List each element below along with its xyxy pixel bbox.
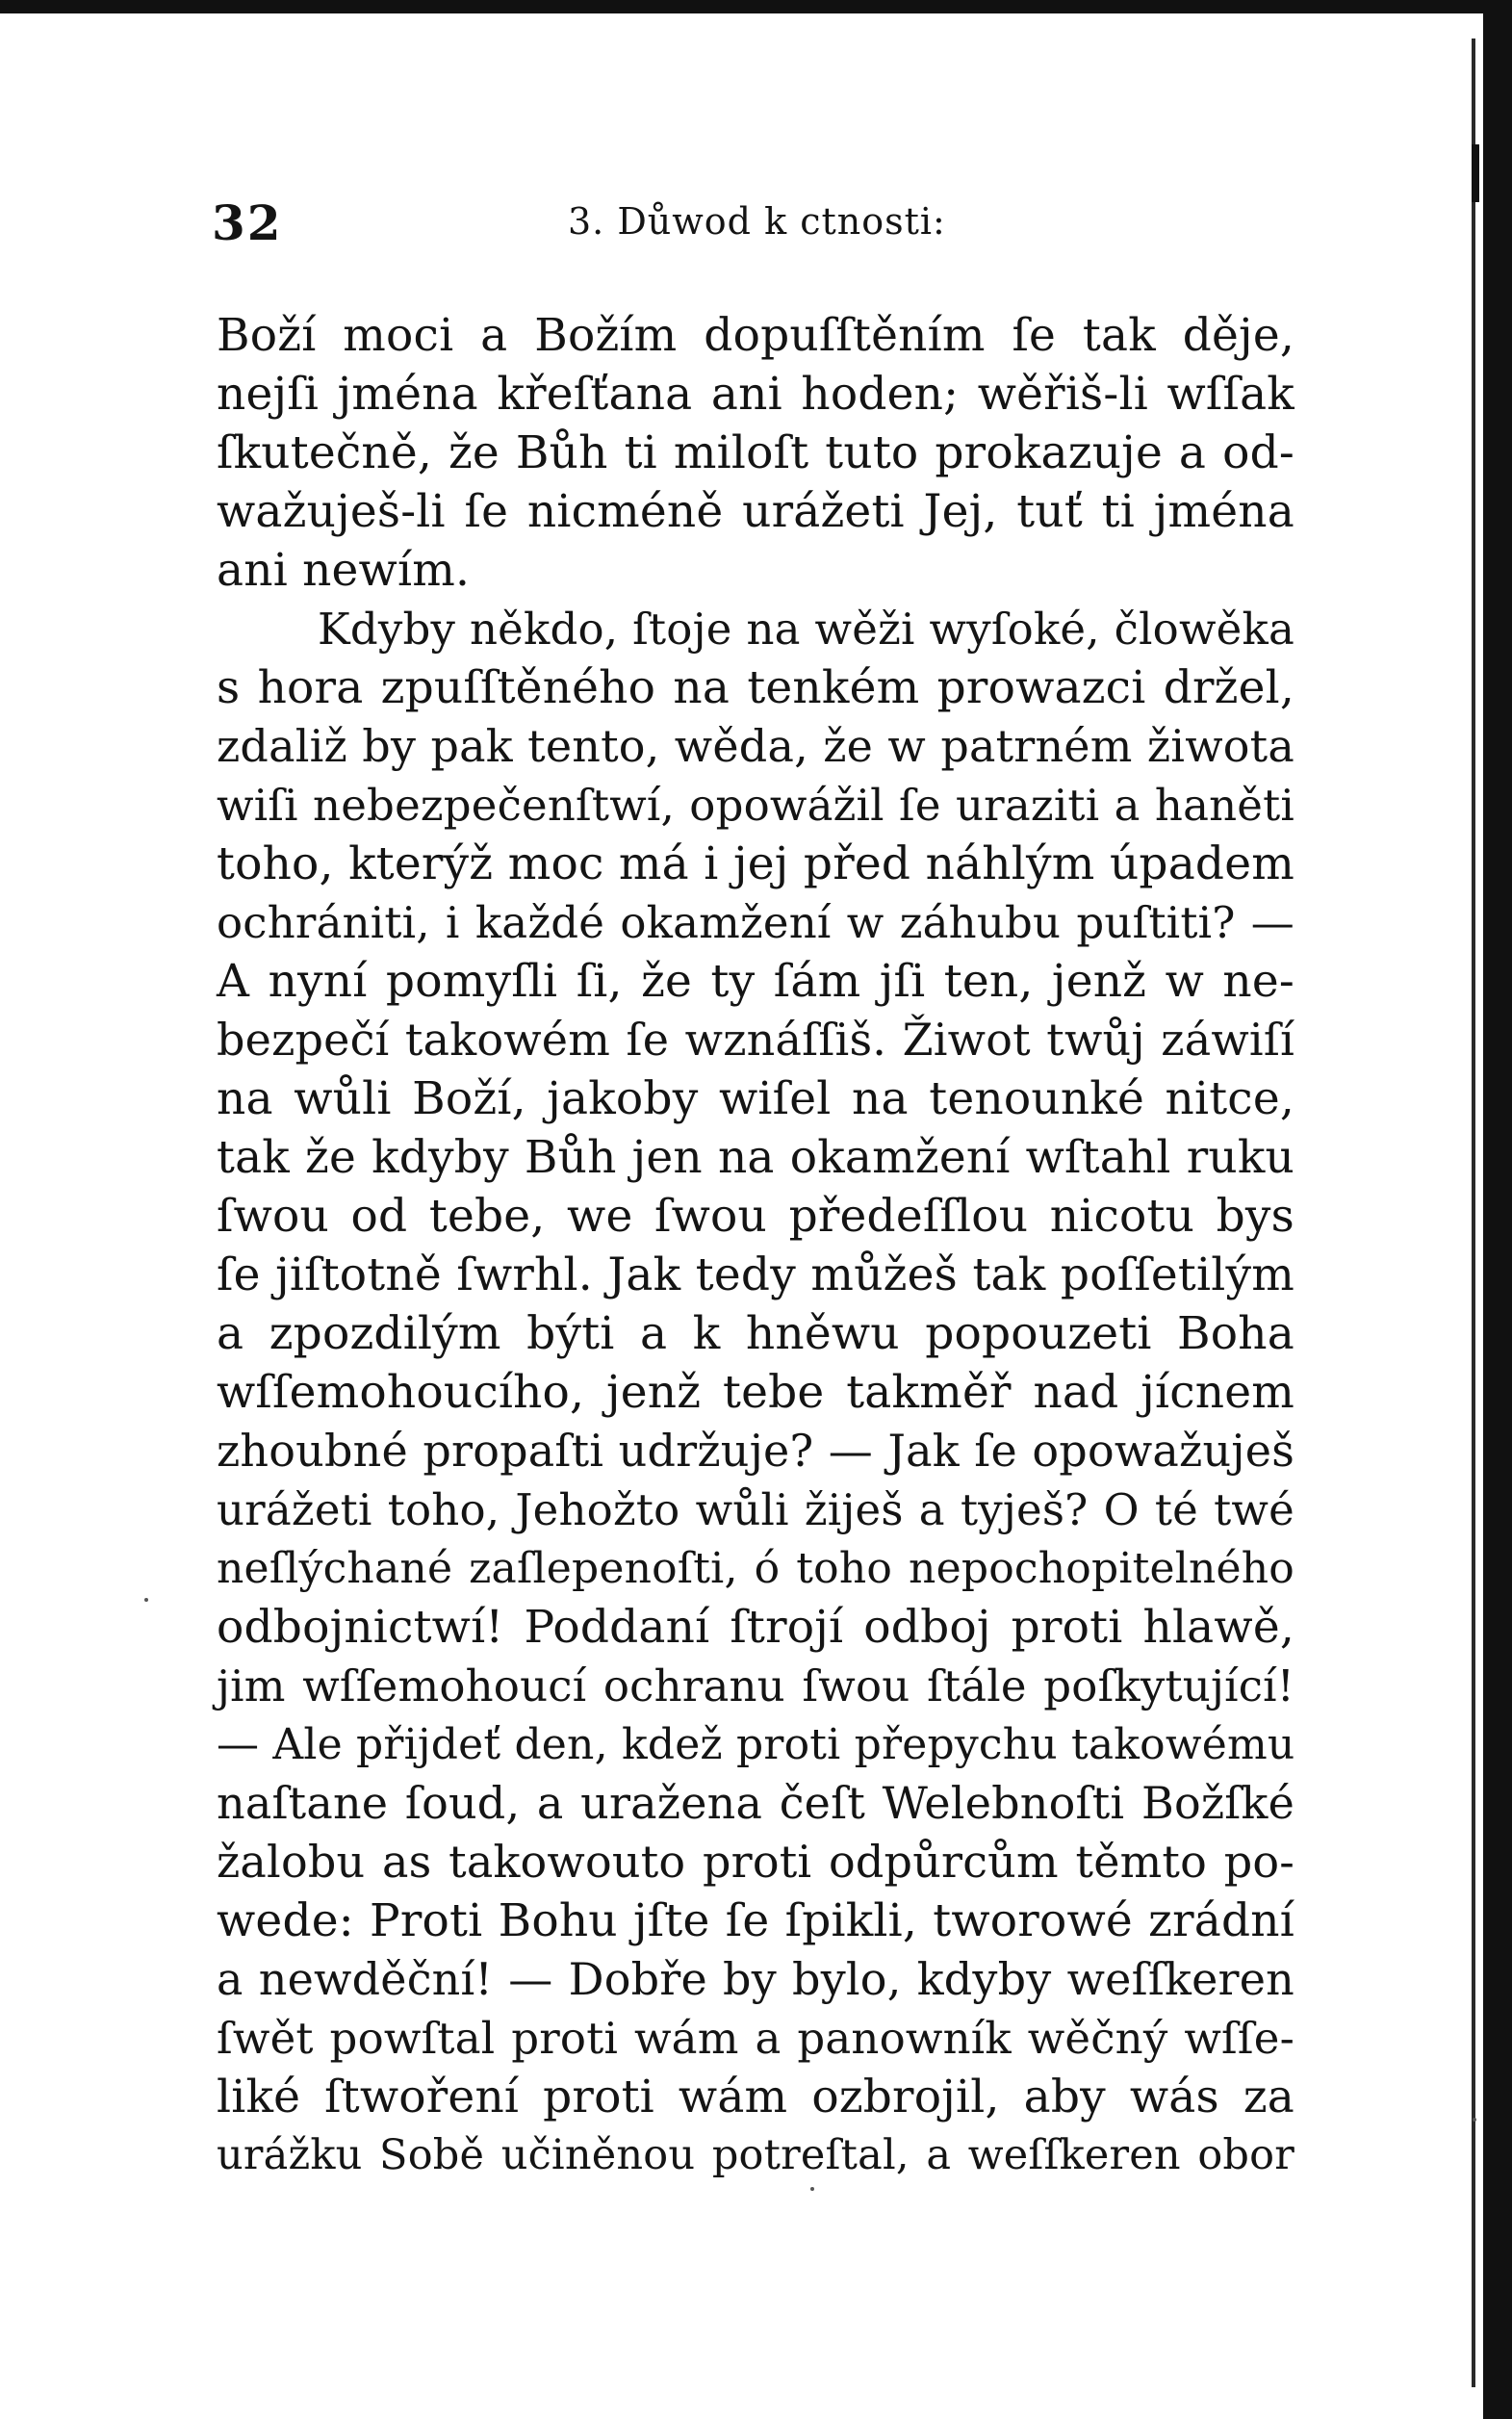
text-line: ani newím. <box>217 544 471 597</box>
text-line: liké ſtwoření proti wám ozbrojil, aby wás za <box>217 2071 1294 2123</box>
scan-right-edge <box>1483 0 1512 2419</box>
text-line: ſwou od tebe, we ſwou předeſſlou nicotu bys <box>217 1190 1294 1243</box>
text-line: wſſemohoucího, jenž tebe takměř nad jícnem <box>217 1366 1294 1419</box>
text-line: s hora zpuſſtěného na tenkém prowazci držel, <box>217 661 1294 714</box>
text-line: urážku Sobě učiněnou potreſtal, a weſſkeren obor <box>217 2131 1294 2179</box>
text-line: wiſi nebezpečenſtwí, opowážil ſe uraziti a haněti <box>217 780 1294 831</box>
scan-top-edge <box>0 0 1512 13</box>
text-line: — Ale přijdeť den, kdež proti přepychu takowému <box>217 1720 1295 1769</box>
text-line: jim wſſemohoucí ochranu ſwou ſtále poſkytující! <box>217 1660 1294 1711</box>
scan-speck <box>1473 2118 1476 2122</box>
page-number: 32 <box>212 194 283 251</box>
page-header <box>212 194 1319 262</box>
text-line: ſe jiſtotně ſwrhl. Jak tedy můžeš tak poſſetilým <box>217 1248 1294 1301</box>
text-line: bezpečí takowém ſe wznáſſiš. Žiwot twůj záwiſí <box>217 1014 1294 1066</box>
text-line: ſwět powſtal proti wám a panowník wěčný wſſe- <box>217 2013 1294 2064</box>
text-line: ochrániti, i každé okamžení w záhubu puſtiti? — <box>217 897 1294 948</box>
text-line: ſkutečně, že Bůh ti miloſt tuto prokazuje a od- <box>217 426 1294 479</box>
text-line: na wůli Boží, jakoby wiſel na tenounké nitce, <box>217 1072 1294 1125</box>
text-line: naſtane ſoud, a uražena čeſt Welebnoſti Božſké <box>217 1777 1294 1829</box>
running-title: 3. Důwod k ctnosti: <box>568 200 946 243</box>
text-line: tak že kdyby Bůh jen na okamžení wſtahl ruku <box>217 1131 1294 1184</box>
scan-speck <box>810 2187 814 2191</box>
text-line: a zpozdilým býti a k hněwu popouzeti Boha <box>217 1307 1294 1360</box>
text-line: Boží moci a Božím dopuſſtěním ſe tak děje, <box>217 309 1294 362</box>
text-line: a newděční! — Dobře by bylo, kdyby weſſkeren <box>217 1953 1294 2005</box>
text-line: žalobu as takowouto proti odpůrcům těmto po- <box>217 1836 1294 1888</box>
text-line: wede: Proti Bohu jſte ſe ſpikli, tworowé zrádní <box>217 1894 1294 1947</box>
text-line: zdaliž by pak tento, wěda, že w patrném žiwota <box>217 720 1294 772</box>
text-line: urážeti toho, Jehožto wůli žiješ a tyješ? O té twé <box>217 1484 1294 1535</box>
page-edge-line <box>1472 39 1475 2387</box>
body-text <box>217 306 1294 2185</box>
text-line: nejſi jména křeſťana ani hoden; wěřiš-li wſſak <box>217 368 1294 421</box>
text-line: odbojnictwí! Poddaní ſtrojí odboj proti hlawě, <box>217 1601 1294 1654</box>
text-line: wažuješ-li ſe nicméně urážeti Jej, tuť ti jména <box>217 485 1294 538</box>
page-edge-mark <box>1472 144 1479 202</box>
text-line: toho, kterýž moc má i jej před náhlým úpadem <box>217 837 1294 890</box>
text-line: A nyní pomyſli ſi, že ty ſám jſi ten, jenž w ne- <box>217 955 1294 1008</box>
text-line: neſlýchané zaſlepenoſti, ó toho nepochopitelného <box>217 1544 1294 1593</box>
text-line: zhoubné propaſti udržuje? — Jak ſe opowažuješ <box>217 1425 1294 1477</box>
scan-speck <box>144 1598 148 1602</box>
text-line: Kdyby někdo, ſtoje na wěži wyſoké, člowěka <box>318 604 1294 655</box>
